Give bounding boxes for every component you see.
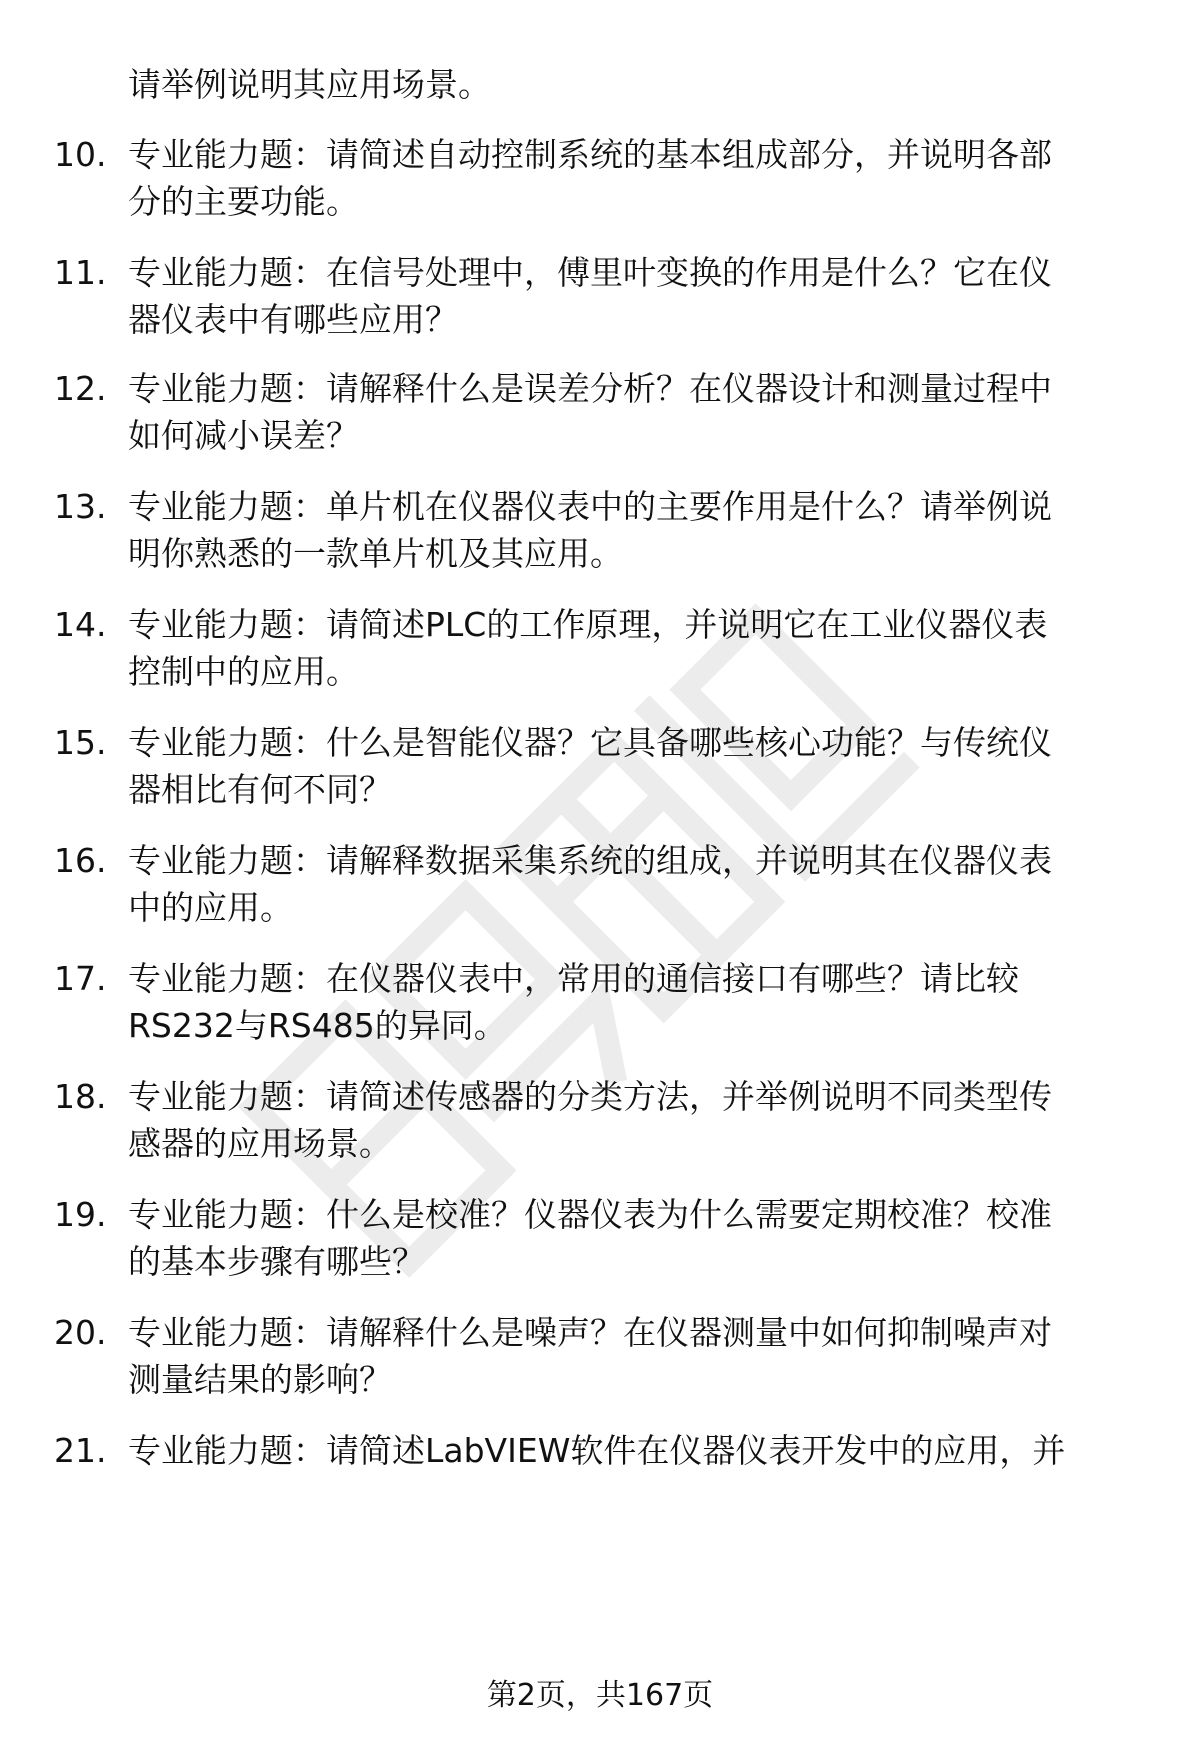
item-number: 15. — [54, 723, 107, 762]
item-number: 14. — [54, 605, 107, 644]
item-text-line: 感器的应用场景。 — [128, 1124, 392, 1163]
list-item — [0, 1310, 1200, 1410]
item-text-line: 专业能力题：请简述LabVIEW软件在仪器仪表开发中的应用，并 — [128, 1431, 1066, 1470]
item-number: 19. — [54, 1195, 107, 1234]
item-number: 18. — [54, 1077, 107, 1116]
item-number: 17. — [54, 959, 107, 998]
list-item — [0, 366, 1200, 466]
item-text-line: 专业能力题：请简述PLC的工作原理，并说明它在工业仪器仪表 — [128, 605, 1048, 644]
list-item — [0, 484, 1200, 584]
item-text-line: 专业能力题：在信号处理中，傅里叶变换的作用是什么？它在仪 — [128, 253, 1052, 292]
item-text-line: 控制中的应用。 — [128, 652, 359, 691]
item-text-line: 专业能力题：什么是智能仪器？它具备哪些核心功能？与传统仪 — [128, 723, 1052, 762]
item-text-line: 器相比有何不同？ — [128, 770, 392, 809]
item-text-line: 专业能力题：单片机在仪器仪表中的主要作用是什么？请举例说 — [128, 487, 1052, 526]
item-text-line: 明你熟悉的一款单片机及其应用。 — [128, 534, 623, 573]
page-footer: 第2页，共167页 — [486, 1678, 714, 1713]
item-number: 12. — [54, 369, 107, 408]
item-text-line: 如何减小误差？ — [128, 416, 359, 455]
item-number: 16. — [54, 841, 107, 880]
item-text-line: 的基本步骤有哪些？ — [128, 1242, 425, 1281]
list-item — [0, 1428, 1200, 1528]
continued-text-line: 请举例说明其应用场景。 — [128, 65, 491, 104]
item-text-line: 专业能力题：请解释什么是噪声？在仪器测量中如何抑制噪声对 — [128, 1313, 1052, 1352]
item-text-line: 专业能力题：请解释什么是误差分析？在仪器设计和测量过程中 — [128, 369, 1052, 408]
list-item — [0, 1074, 1200, 1174]
item-text-line: 专业能力题：什么是校准？仪器仪表为什么需要定期校准？校准 — [128, 1195, 1052, 1234]
list-item — [0, 838, 1200, 938]
item-text-line: 专业能力题：在仪器仪表中，常用的通信接口有哪些？请比较 — [128, 959, 1019, 998]
item-number: 10. — [54, 135, 107, 174]
item-text-line: 中的应用。 — [128, 888, 293, 927]
list-item — [0, 250, 1200, 350]
item-number: 13. — [54, 487, 107, 526]
item-number: 11. — [54, 253, 107, 292]
list-item — [0, 1192, 1200, 1292]
item-text-line: 专业能力题：请简述传感器的分类方法，并举例说明不同类型传 — [128, 1077, 1052, 1116]
item-text-line: 专业能力题：请简述自动控制系统的基本组成部分，并说明各部 — [128, 135, 1052, 174]
item-number: 21. — [54, 1431, 107, 1470]
item-text-line: 分的主要功能。 — [128, 182, 359, 221]
item-text-line: 专业能力题：请解释数据采集系统的组成，并说明其在仪器仪表 — [128, 841, 1052, 880]
item-text-line: 测量结果的影响？ — [128, 1360, 392, 1399]
list-item — [0, 602, 1200, 702]
item-number: 20. — [54, 1313, 107, 1352]
list-item — [0, 956, 1200, 1056]
item-text-line: RS232与RS485的异同。 — [128, 1006, 507, 1045]
list-item — [0, 132, 1200, 232]
item-text-line: 器仪表中有哪些应用？ — [128, 300, 458, 339]
list-item — [0, 720, 1200, 820]
